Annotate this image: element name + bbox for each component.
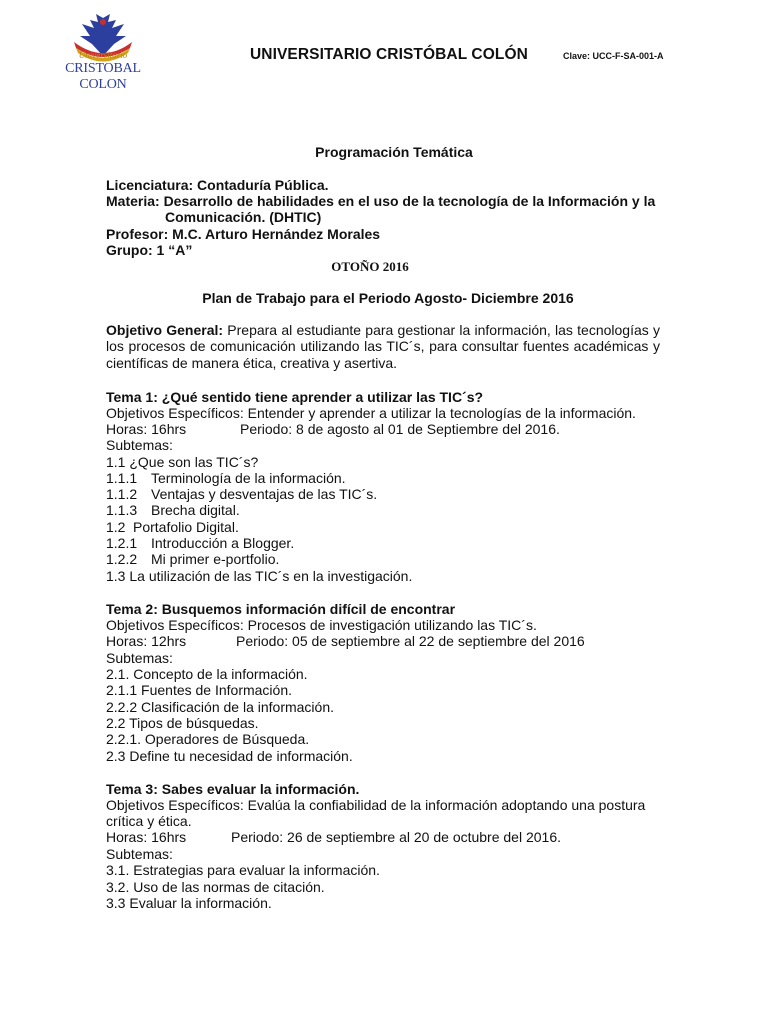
tema1-subtemas-label: Subtemas: bbox=[106, 437, 173, 453]
tema2-subtemas-label: Subtemas: bbox=[106, 650, 173, 666]
list-item: 2.2.2 Clasificación de la información. bbox=[106, 699, 335, 715]
grupo: Grupo: 1 “A” bbox=[106, 242, 193, 258]
tema2-horas: Horas: 12hrs bbox=[106, 633, 187, 649]
materia-line-1: Materia: Desarrollo de habilidades en el uso de la tecnología de la Información y la bbox=[106, 193, 656, 209]
objetivo-general-text: Prepara al estudiante para gestionar la información, las tecnologías y los procesos de comunicación utilizando las TIC´s, para consultar fuentes académicas y científicas de manera ética, creativa y asertiva. bbox=[106, 322, 660, 371]
tema1-title: Tema 1: ¿Qué sentido tiene aprender a utilizar las TIC´s? bbox=[106, 389, 484, 405]
tema3-title: Tema 3: Sabes evaluar la información. bbox=[106, 781, 360, 797]
list-item: 2.1. Concepto de la información. bbox=[106, 666, 308, 682]
list-item: 1.1.2 Ventajas y desventajas de las TIC´s. bbox=[106, 486, 378, 502]
tema1-horas: Horas: 16hrs bbox=[106, 421, 187, 437]
licenciatura: Licenciatura: Contaduría Pública. bbox=[106, 177, 329, 193]
document-code: Clave: UCC-F-SA-001-A bbox=[563, 51, 664, 61]
tema3-objetivos-2: crítica y ética. bbox=[106, 813, 192, 829]
tema1-objetivos: Objetivos Específicos: Entender y aprender a utilizar la tecnologías de la información. bbox=[106, 405, 636, 421]
objetivo-general bbox=[106, 322, 660, 371]
list-item: 3.3 Evaluar la información. bbox=[106, 895, 272, 911]
list-item: 2.2.1. Operadores de Búsqueda. bbox=[106, 731, 310, 747]
tema3-objetivos-1: Objetivos Específicos: Evalúa la confiabilidad de la información adoptando una postura bbox=[106, 797, 646, 813]
university-title: UNIVERSITARIO CRISTÓBAL COLÓN bbox=[250, 46, 528, 63]
plan-title: Plan de Trabajo para el Periodo Agosto- Diciembre 2016 bbox=[202, 290, 574, 306]
list-item: 1.1.1 Terminología de la información. bbox=[106, 470, 346, 486]
list-item: 1.3 La utilización de las TIC´s en la investigación. bbox=[106, 568, 413, 584]
tema3-subtemas-label: Subtemas: bbox=[106, 846, 173, 862]
list-item: 1.2.1 Introducción a Blogger. bbox=[106, 535, 295, 551]
list-item: 3.2. Uso de las normas de citación. bbox=[106, 879, 325, 895]
list-item: 3.1. Estrategias para evaluar la información. bbox=[106, 862, 380, 878]
tema2-periodo: Periodo: 05 de septiembre al 22 de septiembre del 2016 bbox=[236, 633, 585, 649]
list-item: 1.1.3 Brecha digital. bbox=[106, 502, 240, 518]
tema1-periodo: Periodo: 8 de agosto al 01 de Septiembre del 2016. bbox=[240, 421, 560, 437]
list-item: 1.2.2 Mi primer e-portfolio. bbox=[106, 551, 280, 567]
tema2-objetivos: Objetivos Específicos: Procesos de investigación utilizando las TIC´s. bbox=[106, 617, 537, 633]
program-title: Programación Temática bbox=[315, 144, 473, 160]
list-item: 1.2 Portafolio Digital. bbox=[106, 519, 239, 535]
logo-subtitle: Universitario bbox=[78, 50, 128, 60]
tema2-title: Tema 2: Busquemos información difícil de encontrar bbox=[106, 601, 456, 617]
list-item: 2.2 Tipos de búsquedas. bbox=[106, 715, 259, 731]
tema3-horas: Horas: 16hrs bbox=[106, 829, 187, 845]
tema3-periodo: Periodo: 26 de septiembre al 20 de octubre del 2016. bbox=[231, 829, 562, 845]
list-item: 2.3 Define tu necesidad de información. bbox=[106, 748, 353, 764]
term-label: OTOÑO 2016 bbox=[331, 259, 409, 274]
list-item: 2.1.1 Fuentes de Información. bbox=[106, 682, 292, 698]
objetivo-general-label: Objetivo General: bbox=[106, 322, 224, 338]
profesor: Profesor: M.C. Arturo Hernández Morales bbox=[106, 226, 381, 242]
materia-line-2: Comunicación. (DHTIC) bbox=[165, 209, 322, 225]
logo-name: CRISTOBAL COLON bbox=[65, 61, 141, 92]
list-item: 1.1 ¿Que son las TIC´s? bbox=[106, 454, 259, 470]
